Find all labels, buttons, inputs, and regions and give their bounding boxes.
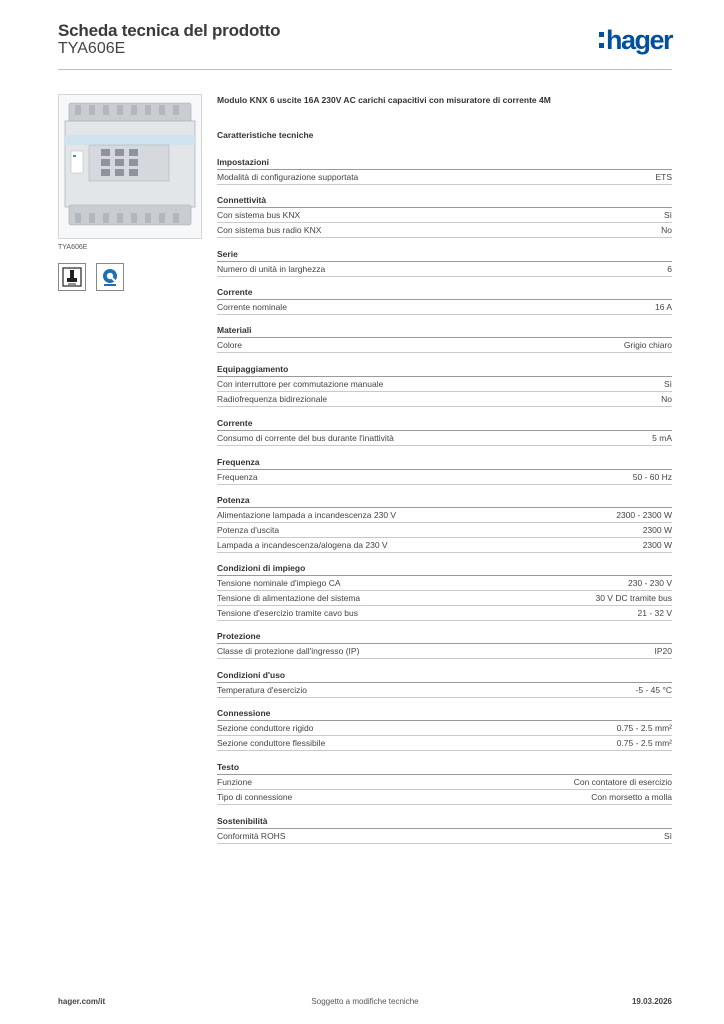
spec-section	[217, 285, 672, 315]
spec-value: No	[661, 225, 672, 235]
spec-row	[217, 431, 672, 446]
product-image-caption: TYA606E	[58, 244, 88, 251]
spec-value: Sì	[663, 379, 672, 389]
spec-label: Sezione conduttore rigido	[217, 723, 314, 733]
section-heading: Equipaggiamento	[217, 362, 672, 377]
spec-value: 5 mA	[652, 433, 672, 443]
spec-section	[217, 814, 672, 844]
spec-value: 30 V DC tramite bus	[595, 593, 672, 603]
spec-row	[217, 470, 672, 485]
spec-value: 50 - 60 Hz	[632, 472, 672, 482]
spec-row	[217, 683, 672, 698]
spec-label: Consumo di corrente del bus durante l'inattività	[217, 433, 394, 443]
spec-value: ETS	[655, 172, 672, 182]
spec-row	[217, 223, 672, 238]
spec-row	[217, 606, 672, 621]
spec-label: Tipo di connessione	[217, 792, 293, 802]
footer-note: Soggetto a modifiche tecniche	[311, 997, 419, 1006]
spec-section	[217, 706, 672, 751]
section-heading: Connettività	[217, 193, 672, 208]
section-heading: Connessione	[217, 706, 672, 721]
spec-section	[217, 193, 672, 238]
spec-label: Conformità ROHS	[217, 831, 286, 841]
spec-section	[217, 760, 672, 805]
spec-row	[217, 736, 672, 751]
section-heading: Sostenibilità	[217, 814, 672, 829]
spec-row	[217, 262, 672, 277]
spec-label: Con interruttore per commutazione manuale	[217, 379, 384, 389]
spec-row	[217, 775, 672, 790]
spec-row	[217, 576, 672, 591]
spec-value: Con morsetto a molla	[591, 792, 672, 802]
spec-row	[217, 170, 672, 185]
spec-section	[217, 323, 672, 353]
spec-row	[217, 508, 672, 523]
logo-text: hager	[605, 25, 672, 55]
spec-label: Numero di unità in larghezza	[217, 264, 326, 274]
section-heading: Corrente	[217, 285, 672, 300]
spec-row	[217, 392, 672, 407]
spec-value: 0.75 - 2.5 mm²	[616, 723, 672, 733]
spec-section	[217, 493, 672, 553]
spec-label: Potenza d'uscita	[217, 525, 280, 535]
spec-section	[217, 455, 672, 485]
section-heading: Condizioni di impiego	[217, 561, 672, 576]
product-image	[58, 94, 202, 239]
footer-date: 19.03.2026	[631, 997, 672, 1006]
spec-value: 16 A	[654, 302, 672, 312]
spec-label: Sezione conduttore flessibile	[217, 738, 326, 748]
section-heading: Frequenza	[217, 455, 672, 470]
spec-row	[217, 208, 672, 223]
product-title: Modulo KNX 6 uscite 16A 230V AC carichi capacitivi con misuratore di corrente 4M	[217, 95, 551, 105]
spec-label: Colore	[217, 340, 243, 350]
spec-label: Radiofrequenza bidirezionale	[217, 394, 328, 404]
section-heading: Impostazioni	[217, 155, 672, 170]
page-header	[58, 20, 672, 70]
spec-label: Classe di protezione dall'ingresso (IP)	[217, 646, 360, 656]
spec-value: 0.75 - 2.5 mm²	[616, 738, 672, 748]
spec-row	[217, 829, 672, 844]
spec-section	[217, 629, 672, 659]
spec-row	[217, 377, 672, 392]
spec-row	[217, 591, 672, 606]
quality-mark-icon	[96, 263, 124, 291]
spec-label: Con sistema bus radio KNX	[217, 225, 322, 235]
spec-label: Modalità di configurazione supportata	[217, 172, 359, 182]
spec-value: 2300 W	[642, 525, 672, 535]
spec-section	[217, 561, 672, 621]
spec-label: Con sistema bus KNX	[217, 210, 301, 220]
spec-value: 2300 W	[642, 540, 672, 550]
spec-section	[217, 247, 672, 277]
logo-colon-icon	[599, 32, 604, 48]
spec-value: Sì	[663, 210, 672, 220]
product-code: TYA606E	[58, 40, 126, 57]
section-heading: Testo	[217, 760, 672, 775]
spec-heading: Caratteristiche tecniche	[217, 130, 314, 140]
spec-row	[217, 644, 672, 659]
spec-section	[217, 362, 672, 407]
spec-label: Tensione di alimentazione del sistema	[217, 593, 361, 603]
section-heading: Corrente	[217, 416, 672, 431]
spec-label: Frequenza	[217, 472, 258, 482]
spec-label: Alimentazione lampada a incandescenza 230 V	[217, 510, 397, 520]
spec-value: 2300 - 2300 W	[616, 510, 672, 520]
hager-logo	[599, 24, 672, 54]
spec-label: Tensione d'esercizio tramite cavo bus	[217, 608, 358, 618]
spec-value: 21 - 32 V	[637, 608, 672, 618]
spec-label: Tensione nominale d'impiego CA	[217, 578, 341, 588]
electrical-safety-icon	[58, 263, 86, 291]
spec-row	[217, 338, 672, 353]
spec-row	[217, 300, 672, 315]
section-heading: Condizioni d'uso	[217, 668, 672, 683]
spec-section	[217, 155, 672, 185]
spec-value: IP20	[654, 646, 672, 656]
spec-value: -5 - 45 °C	[635, 685, 672, 695]
section-heading: Potenza	[217, 493, 672, 508]
spec-row	[217, 523, 672, 538]
spec-row	[217, 721, 672, 736]
spec-value: 230 - 230 V	[628, 578, 672, 588]
section-heading: Serie	[217, 247, 672, 262]
spec-row	[217, 790, 672, 805]
spec-section	[217, 416, 672, 446]
spec-label: Funzione	[217, 777, 252, 787]
spec-section	[217, 668, 672, 698]
footer-website: hager.com/it	[58, 997, 106, 1006]
spec-value: No	[661, 394, 672, 404]
spec-label: Lampada a incandescenza/alogena da 230 V	[217, 540, 388, 550]
section-heading: Materiali	[217, 323, 672, 338]
spec-value: Con contatore di esercizio	[573, 777, 672, 787]
knx-module-illustration	[59, 95, 201, 238]
spec-value: Sì	[663, 831, 672, 841]
spec-value: Grigio chiaro	[623, 340, 672, 350]
page-footer	[58, 997, 672, 1011]
page-title: Scheda tecnica del prodotto	[58, 21, 281, 40]
spec-label: Temperatura d'esercizio	[217, 685, 307, 695]
spec-value: 6	[667, 264, 672, 274]
spec-row	[217, 538, 672, 553]
spec-label: Corrente nominale	[217, 302, 287, 312]
section-heading: Protezione	[217, 629, 672, 644]
